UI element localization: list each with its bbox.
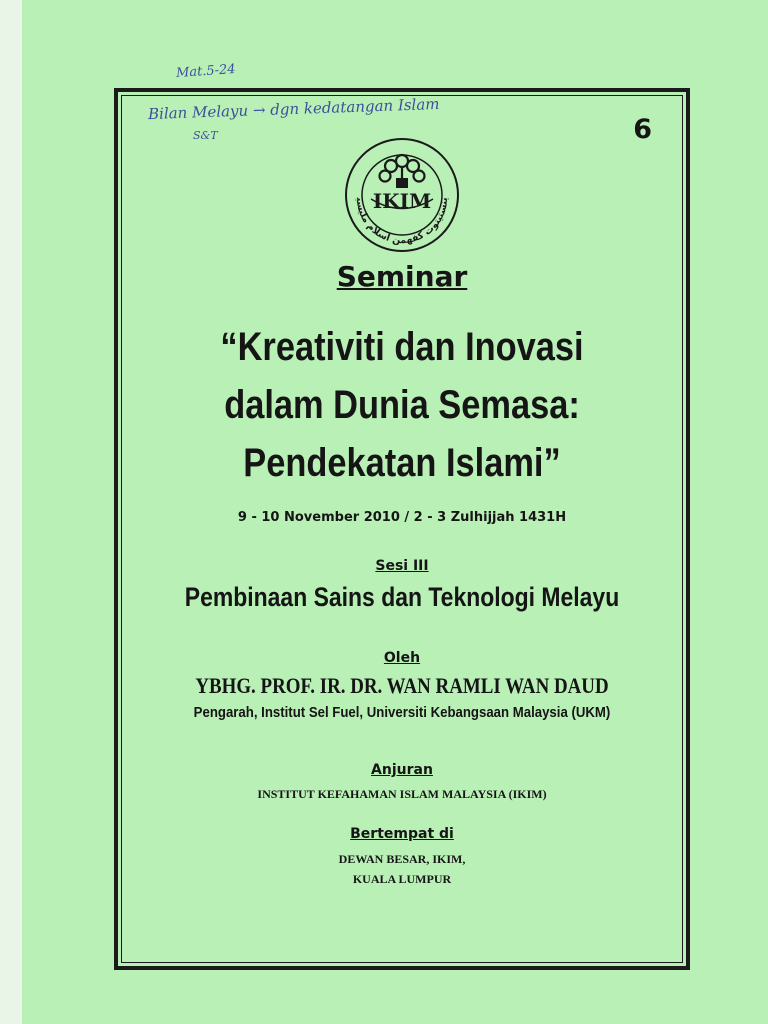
speaker-label: Oleh: [383, 650, 421, 666]
venue-line-1: DEWAN BESAR, IKIM,: [338, 852, 466, 866]
session-label: Sesi III: [375, 558, 429, 574]
venue-line-2: KUALA LUMPUR: [352, 872, 452, 886]
organizer-name: INSTITUT KEFAHAMAN ISLAM MALAYSIA (IKIM): [257, 787, 547, 801]
handwritten-note: Bilan Melayu → dgn kedatangan Islam: [147, 94, 440, 124]
title-line-1: “Kreativiti dan Inovasi: [220, 325, 584, 369]
page-number: 6: [633, 114, 652, 145]
ikim-emblem-icon: [343, 136, 461, 254]
seminar-label: Seminar: [336, 260, 468, 293]
title-line-2: dalam Dunia Semasa:: [224, 383, 580, 427]
logo-arabic-ring: ينستيتوت كفهمن اسلام مليسي: [353, 197, 451, 247]
session-title: Pembinaan Sains dan Teknologi Melayu: [184, 582, 620, 612]
logo-text: IKIM: [372, 189, 432, 213]
organizer-label: Anjuran: [371, 762, 433, 778]
venue-label: Bertempat di: [350, 826, 454, 842]
handwritten-reference: Mat.5-24: [175, 61, 237, 82]
speaker-role: Pengarah, Institut Sel Fuel, Universiti Kebangsaan Malaysia (UKM): [193, 704, 611, 721]
seminar-title: [160, 318, 643, 492]
seminar-dates: 9 - 10 November 2010 / 2 - 3 Zulhijjah 1431H: [237, 510, 567, 525]
handwritten-subnote: S&T: [193, 129, 218, 142]
title-line-3: Pendekatan Islami”: [243, 441, 561, 485]
speaker-name: YBHG. PROF. IR. DR. WAN RAMLI WAN DAUD: [195, 673, 609, 698]
paper-edge: [0, 0, 22, 1024]
